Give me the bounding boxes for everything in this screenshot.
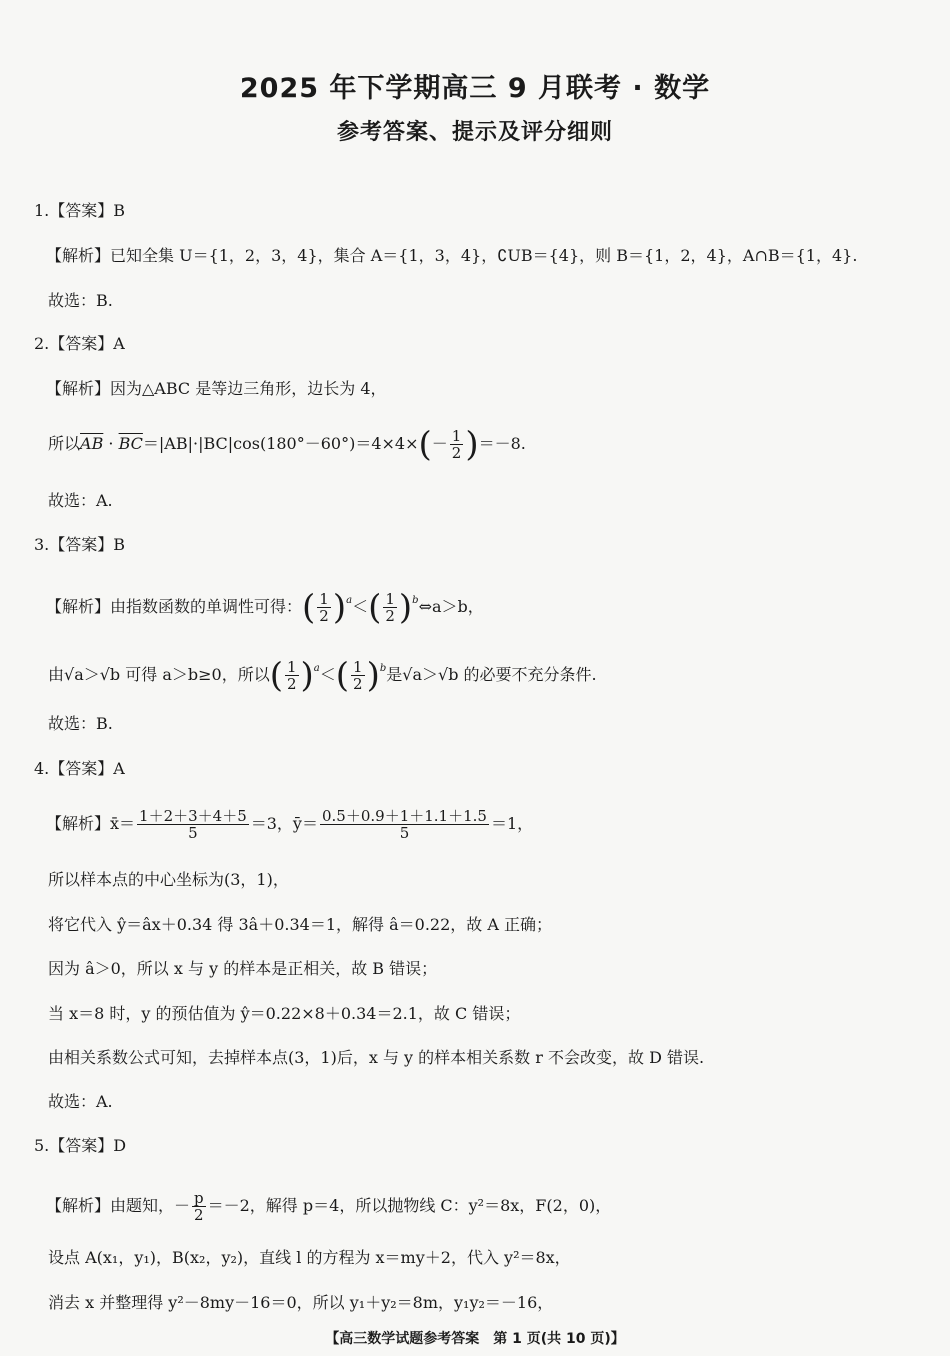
q4-conclusion: 故选：A.: [48, 1092, 113, 1111]
q2-formula: 所以$\overline{AB} \cdot \overline{BC}=|AB|\cdot|BC|\cos(180^\circ-60^\circ)=4\times 4\times(-$ $\frac{1}{2}$ )＝－8.: [48, 424, 526, 465]
q3-analysis: 【解析】由指数函数的单调性可得：( $\frac{1}{2}$ )$^a$＜( $\frac{1}{2}$ )$^b$⇔a＞b，: [46, 587, 484, 628]
q3-conclusion: 故选：B.: [48, 714, 113, 733]
q4-line3: 将它代入 ŷ＝âx＋0.34 得 3â＋0.34＝1，解得 â＝0.22，故 A 正确；: [48, 915, 552, 934]
q2-conclusion: 故选：A.: [48, 491, 113, 510]
q3-line2: 由√a＞√b 可得 a＞b≥0，所以( $\frac{1}{2}$ )$^a$＜( $\frac{1}{2}$ )$^b$是√a＞√b 的必要不充分条件.: [48, 655, 597, 696]
q5-analysis: 【解析】由题知，－ $\frac{p}{2}$ ＝－2，解得 p＝4，所以抛物线 C：y²＝8x，F(2，0)，: [46, 1189, 612, 1224]
q5-answer: 5.【答案】D: [34, 1136, 127, 1155]
q4-line2: 所以样本点的中心坐标为(3，1)，: [48, 870, 289, 889]
q4-line5: 当 x＝8 时，y 的预估值为 ŷ＝0.22×8＋0.34＝2.1，故 C 错误；: [48, 1004, 521, 1023]
q3-answer: 3.【答案】B: [34, 535, 126, 554]
q4-answer: 4.【答案】A: [34, 759, 125, 778]
vector-ab: $\overline{AB}$: [80, 434, 104, 453]
q1-analysis: 【解析】已知全集 U＝{1，2，3，4}，集合 A＝{1，3，4}，∁UB＝{4}，则 B＝{1，2，4}，A∩B＝{1，4}.: [46, 246, 858, 265]
fraction: $\frac{1}{2}$: [451, 427, 462, 462]
q4-line4: 因为 â＞0，所以 x 与 y 的样本是正相关，故 B 错误；: [48, 959, 438, 978]
q1-answer: 1.【答案】B: [34, 201, 126, 220]
q2-analysis: 【解析】因为△ABC 是等边三角形，边长为 4，: [46, 379, 387, 398]
q1-conclusion: 故选：B.: [48, 291, 113, 310]
page-footer: 【高三数学试题参考答案 第 1 页(共 10 页)】: [325, 1331, 625, 1347]
q5-line3: 消去 x 并整理得 y²－8my－16＝0，所以 y₁＋y₂＝8m，y₁y₂＝－16，: [48, 1293, 554, 1312]
page-subtitle: 参考答案、提示及评分细则: [336, 120, 613, 145]
q2-answer: 2.【答案】A: [34, 334, 125, 353]
q5-line2: 设点 A(x₁，y₁)，B(x₂，y₂)，直线 l 的方程为 x＝my＋2，代入 y²＝8x，: [48, 1248, 571, 1267]
vector-bc: $\overline{BC}$: [118, 434, 143, 453]
q4-analysis: 【解析】x̄＝ $\frac{1+2+3+4+5}{5}$ ＝3，ȳ＝ $\frac{0.5+0.9+1+1.1+1.5}{5}$ ＝1，: [46, 807, 534, 842]
page-title: 2025 年下学期高三 9 月联考 · 数学: [239, 73, 711, 104]
q4-line6: 由相关系数公式可知，去掉样本点(3，1)后，x 与 y 的样本相关系数 r 不会改变，故 D 错误.: [48, 1048, 705, 1067]
